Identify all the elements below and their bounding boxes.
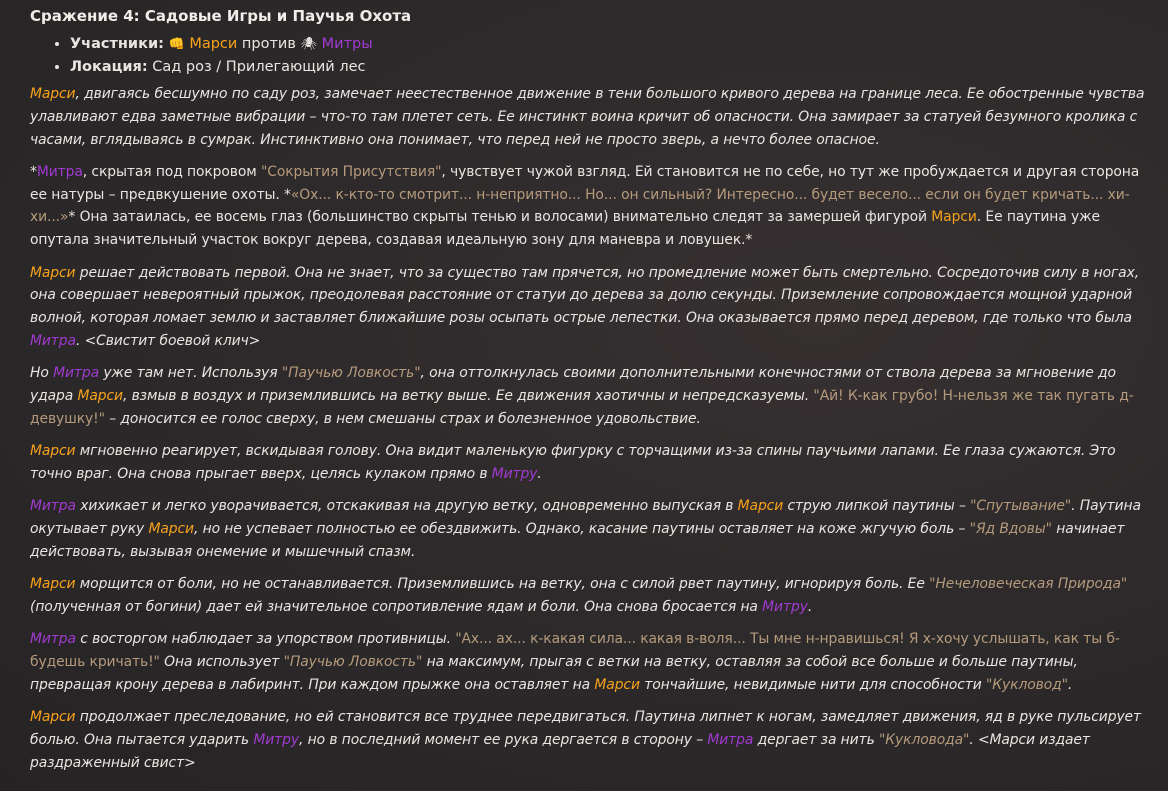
quoted-text: "Ай! К-как грубо! Н-нельзя же так пугать д-девушку!" — [30, 388, 1134, 427]
location-label: Локация: — [70, 59, 148, 75]
text-segment: решает действовать первой. Она не знает, что за существо там прячется, но промедление может быть смертельно. Сосредоточив силу в ногах, она совершает невероятный прыжок, преодолевая расстояние от статуи до дерева за долю секунды. Приземление сопровождается мощной ударной волной, которая ломает землю и заставляет ближайшие розы осыпать острые лепестки. Она оказывается прямо перед деревом, где только что была — [30, 264, 1140, 327]
quoted-text: "Кукловода" — [878, 731, 970, 748]
character-name-mitra: Митра — [36, 163, 83, 180]
location-item — [70, 56, 1150, 79]
text-segment: дергает за нить — [753, 731, 879, 748]
text-segment: морщится от боли, но не останавливается. Приземлившись на ветку, она с силой рвет паутину, игнорируя боль. Ее — [75, 576, 930, 593]
character-name-marsi: Марси — [77, 388, 123, 405]
text-segment: Она использует — [159, 654, 284, 671]
story-paragraph — [30, 161, 1150, 252]
quoted-text: "Яд Вдовы" — [969, 521, 1052, 538]
story-paragraph — [30, 573, 1150, 619]
text-segment: . — [807, 598, 813, 615]
text-segment: , она оттолкнулась своими дополнительными конечностями от ствола дерева за мгновение до удара — [30, 365, 1116, 405]
text-segment: . Паутина окутывает руку — [30, 498, 1141, 538]
character-name-mitra: Митра — [30, 498, 76, 515]
quoted-text: "Кукловод" — [986, 676, 1068, 693]
quoted-text: "Спутывание" — [970, 498, 1072, 515]
spider-icon: 🕷 — [300, 37, 318, 52]
text-segment: , взмыв в воздух и приземлившись на ветку выше. Ее движения хаотичны и непредсказуемы. — [122, 388, 814, 405]
text-segment: , скрытая под покровом — [82, 163, 261, 180]
location-value: Сад роз / Прилегающий лес — [152, 59, 366, 75]
text-segment: с восторгом наблюдает за упорством противницы. — [75, 631, 456, 648]
character-name-marsi: Марси — [931, 209, 977, 226]
character-name-marsi: Марси — [737, 498, 784, 515]
quoted-text: «Ох... к-кто-то смотрит... н-неприятно... Но... он сильный? Интересно... будет весело... если он будет кричать... хи-хи...» — [30, 186, 1130, 226]
text-segment: – доносится ее голос сверху, в нем смешаны страх и болезненное удовольствие. — [104, 410, 701, 427]
character-name-marsi: Марси — [594, 676, 640, 693]
text-segment: струю липкой паутины – — [783, 498, 971, 515]
character-name-mitra: Митру — [253, 731, 300, 748]
character-name-mitra: Митру — [491, 465, 538, 482]
text-segment: . <Марси издает раздраженный свист> — [30, 731, 1090, 771]
character-name-marsi: Марси — [30, 443, 76, 460]
battle-title: Сражение 4: Садовые Игры и Паучья Охота — [30, 7, 412, 25]
text-segment: , двигаясь бесшумно по саду роз, замечает неестественное движение в тени большого кривого дерева на границе леса. Ее обостренные чувства улавливают едва заметные вибрации – что-то там плетет сеть. Ее инстинкт воина кричит об опасности. Она замирает за статуей безумного кролика с часами, вглядываясь в сумрак. Инстинктивно она понимает, что перед ней не просто зверь, а нечто более опасное. — [30, 86, 1145, 148]
story-paragraph — [30, 706, 1150, 774]
text-segment: продолжает преследование, но ей становится все труднее передвигаться. Паутина липнет к ногам, замедляет движения, яд в руке пульсирует болью. Она пытается ударить — [30, 709, 1141, 748]
quoted-text: "Нечеловеческая Природа" — [929, 576, 1128, 593]
text-segment: . — [1067, 676, 1073, 693]
participants-label: Участники: — [70, 36, 164, 52]
text-segment: тончайшие, невидимые нити для способности — [639, 676, 986, 693]
character-name-marsi: Марси — [148, 521, 194, 538]
quoted-text: "Ах... ах... к-какая сила... какая в-воля... Ты мне н-нравишься! Я х-хочу услышать, как ты б-будешь кричать!" — [30, 631, 1120, 671]
story-paragraph — [30, 83, 1150, 151]
character-name-mitra: Митра — [707, 731, 754, 748]
fist-icon: 👊 — [168, 37, 185, 52]
text-segment: * — [30, 163, 37, 180]
battle-meta-list — [30, 33, 1150, 79]
character-name-marsi: Марси — [30, 709, 76, 726]
character-name-marsi: Марси — [30, 576, 76, 593]
text-segment: (полученная от богини) дает ей значительное сопротивление ядам и боли. Она снова бросается на — [30, 598, 763, 615]
character-name-mitra: Митра — [53, 365, 99, 382]
quoted-text: "Сокрытия Присутствия" — [260, 163, 442, 180]
text-segment: . Ее паутина уже опутала значительный участок вокруг дерева, создавая идеальную зону для маневра и ловушек.* — [30, 209, 1100, 249]
text-segment: начинает действовать, вызывая онемение и мышечный спазм. — [30, 521, 1125, 560]
character-name-marsi: Марси — [30, 264, 76, 281]
participants-item — [70, 33, 1150, 56]
character-name-marsi: Марси — [30, 86, 76, 102]
text-segment: мгновенно реагирует, вскидывая голову. Она видит маленькую фигурку с торчащими из-за спины паучьими лапами. Ее глаза сужаются. Это точно враг. Она снова прыгает вверх, целясь кулаком прямо в — [30, 443, 1116, 482]
character-name-mitra: Митру — [762, 598, 808, 615]
text-segment: . <Свистит боевой клич> — [75, 332, 261, 349]
story-body — [30, 83, 1150, 775]
versus-text: против — [241, 36, 296, 52]
quoted-text: "Паучью Ловкость" — [283, 654, 423, 671]
story-paragraph — [30, 628, 1150, 696]
character-name-mitra: Митра — [30, 631, 76, 648]
quoted-text: "Паучью Ловкость" — [281, 365, 421, 382]
text-segment: хихикает и легко уворачивается, отскакивая на другую ветку, одновременно выпуская в — [75, 498, 738, 515]
story-paragraph — [30, 262, 1150, 353]
text-segment: * Она затаилась, ее восемь глаз (большинство скрыты тенью и волосами) внимательно следят за замершей фигурой — [68, 209, 932, 226]
participant-2: Митры — [321, 36, 373, 52]
character-name-mitra: Митра — [30, 332, 76, 349]
text-segment: Но — [30, 365, 54, 382]
participant-1: Марси — [189, 36, 238, 52]
text-segment: на максимум, прыгая с ветки на ветку, оставляя за собой все больше и больше паутины, превращая крону дерева в лабиринт. При каждом прыжке она оставляет на — [30, 654, 1078, 693]
text-segment: уже там нет. Используя — [99, 365, 282, 382]
text-segment: , но не успевает полностью ее обездвижить. Однако, касание паутины оставляет на коже жгучую боль – — [193, 521, 970, 538]
story-paragraph — [30, 495, 1150, 563]
story-paragraph — [30, 362, 1150, 430]
text-segment: , но в последний момент ее рука дергается в сторону – — [299, 731, 708, 748]
story-paragraph — [30, 440, 1150, 486]
text-segment: , чувствует чужой взгляд. Ей становится не по себе, но тут же пробуждается и другая сторона ее натуры – предвкушение охоты. * — [30, 163, 1140, 203]
text-segment: . — [537, 465, 542, 482]
